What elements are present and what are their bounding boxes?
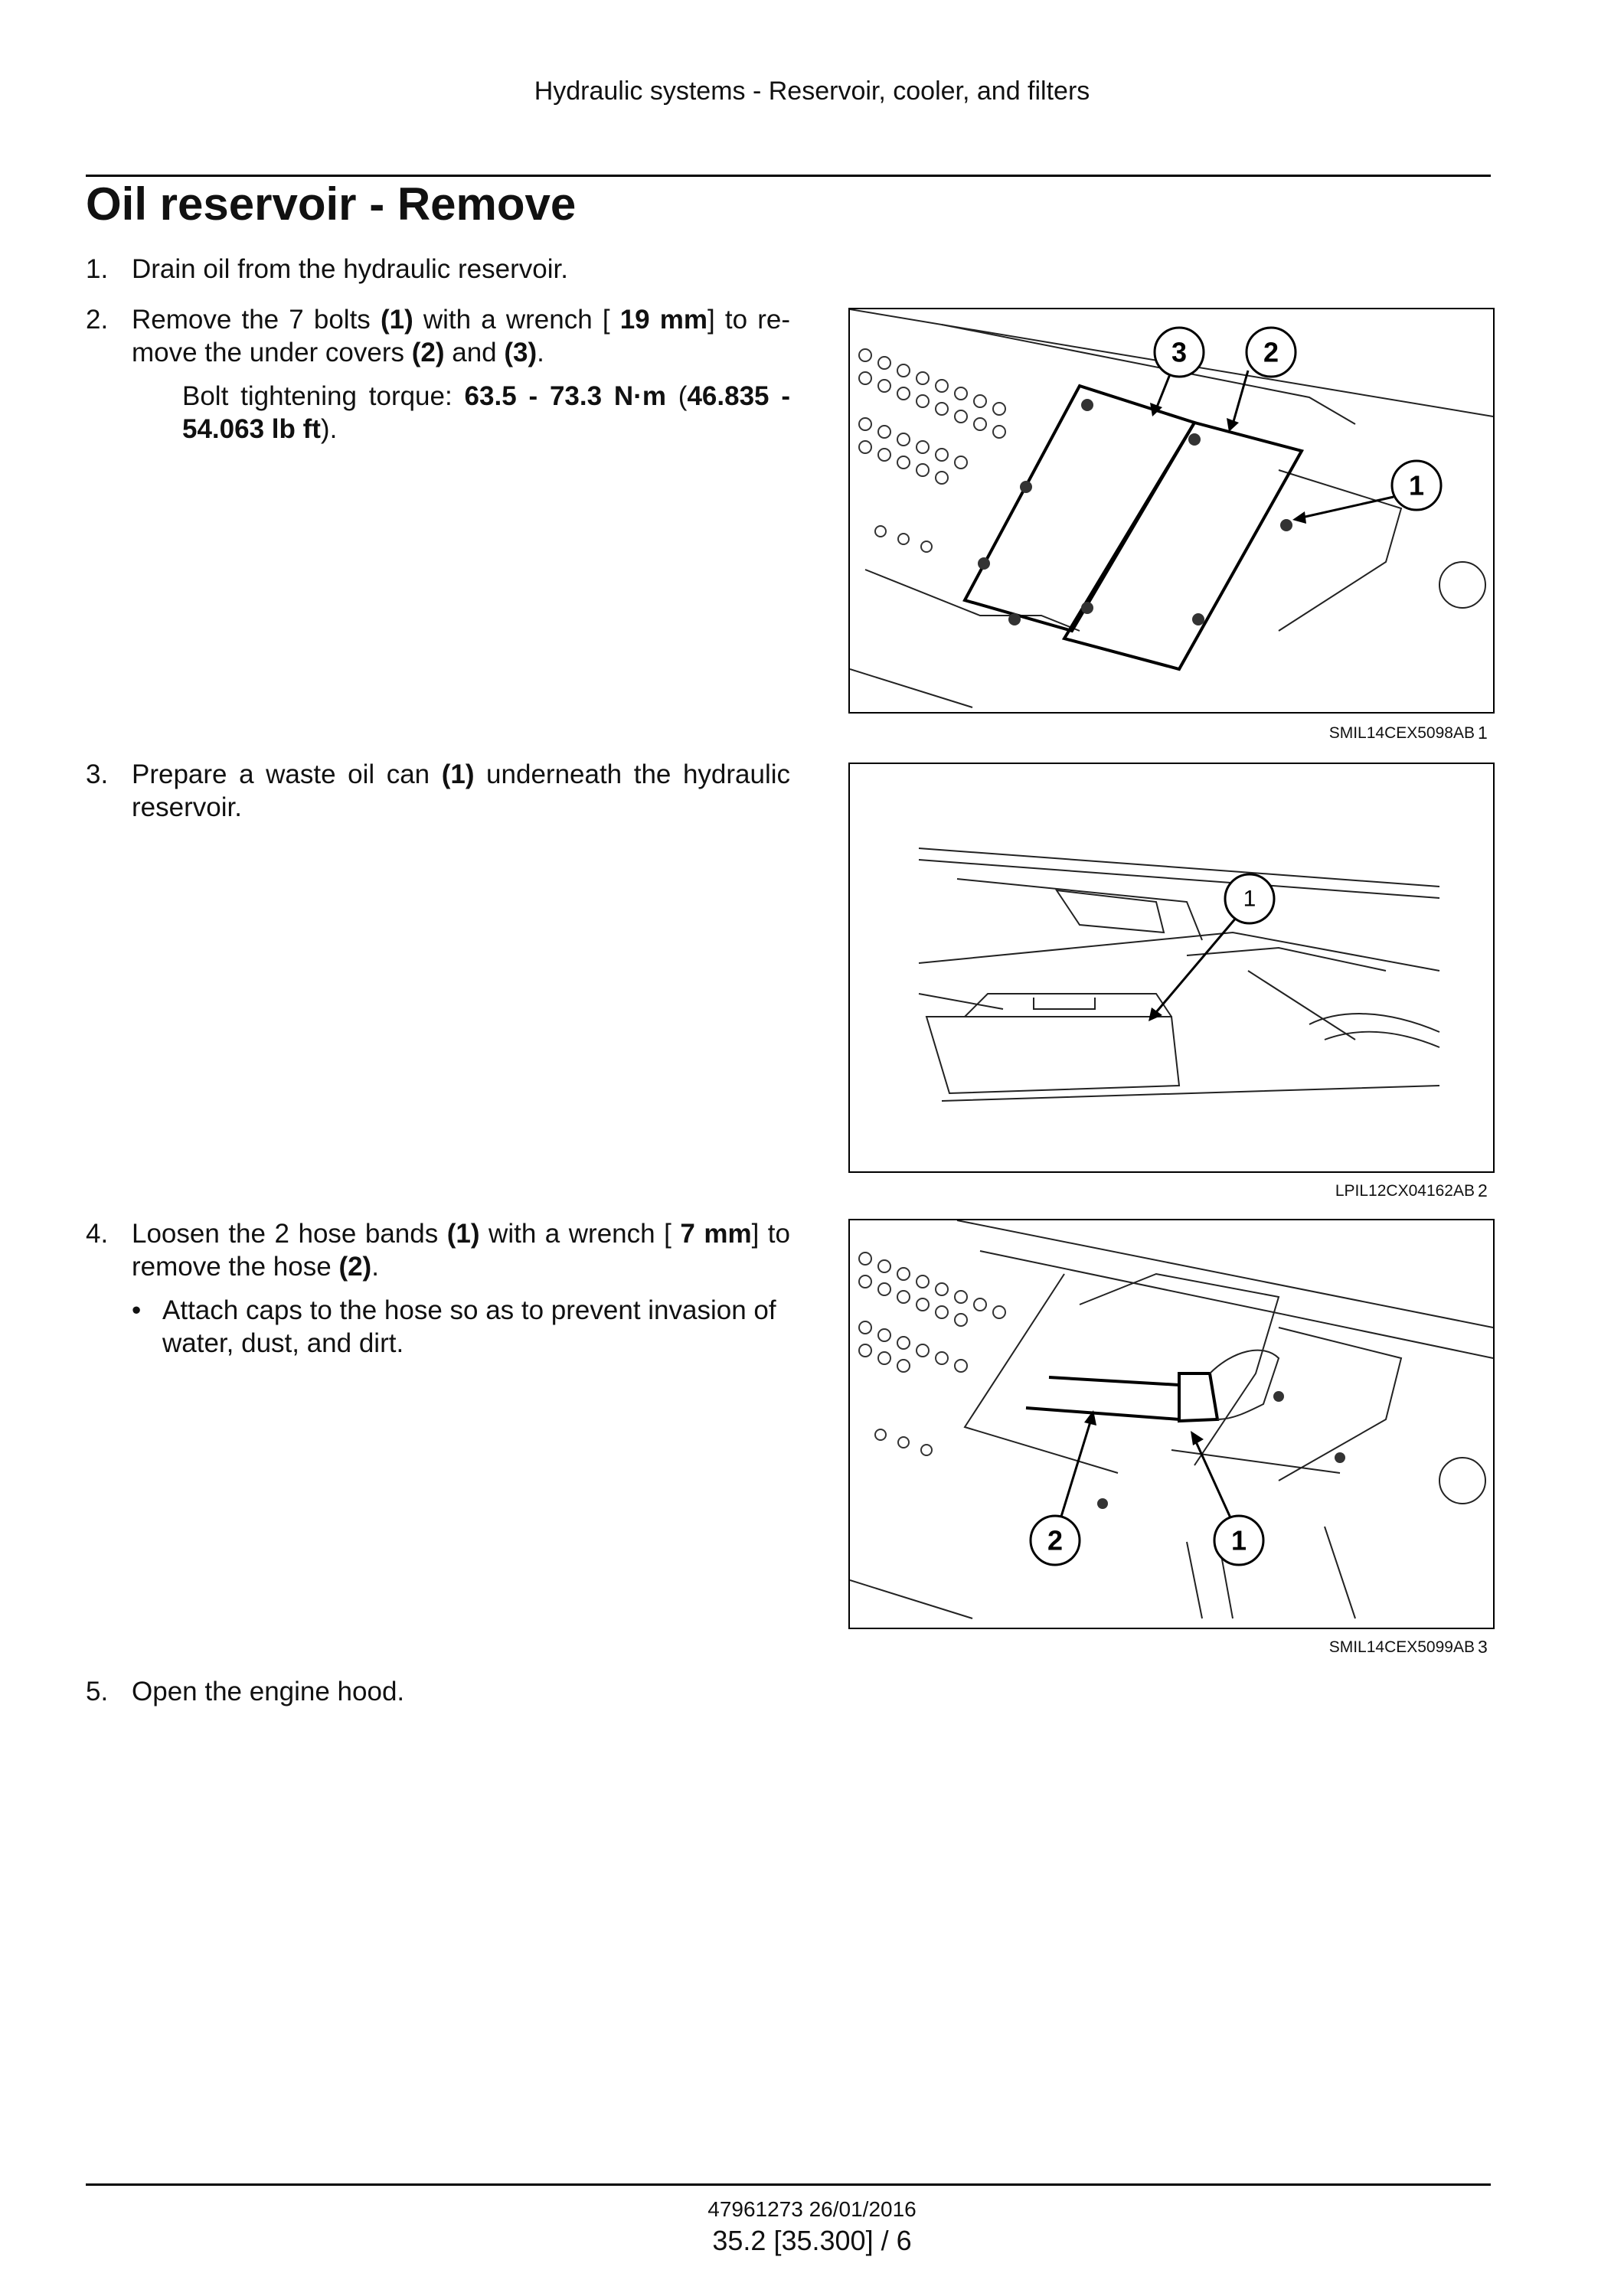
figure-3-illustration <box>848 1219 1495 1629</box>
torque-spec: Bolt tightening torque: 63.5 - 73.3 N·m (46.835 - 54.063 lb ft). <box>182 381 790 444</box>
step-text: Drain oil from the hydraulic reservoir. <box>132 254 568 284</box>
figure-2-number: 2 <box>1478 1181 1488 1200</box>
step-number: 1. <box>86 254 109 284</box>
page-title: Oil reservoir - Remove <box>86 178 577 230</box>
figure-1-number: 1 <box>1478 723 1488 743</box>
figure-2-reference: LPIL12CX04162AB <box>1335 1182 1475 1200</box>
svg-text:2: 2 <box>1263 336 1279 368</box>
under-cover-3 <box>965 386 1194 631</box>
callout-3 <box>1155 328 1204 377</box>
step-number: 3. <box>86 759 109 789</box>
callout-1 <box>1225 874 1274 923</box>
figure-3-number: 3 <box>1478 1637 1488 1657</box>
bullet-symbol: • <box>132 1295 142 1325</box>
panel-perforations <box>859 349 1005 552</box>
document-code: 47961273 26/01/2016 <box>707 2197 917 2221</box>
footer-rule <box>86 2183 1491 2186</box>
callout-2 <box>1031 1516 1080 1565</box>
step-3 <box>86 758 790 824</box>
svg-text:1: 1 <box>1243 886 1256 912</box>
panel-perforations <box>859 1253 1005 1455</box>
step-text: Open the engine hood. <box>132 1677 405 1706</box>
running-header: Hydraulic systems - Reservoir, cooler, and filters <box>534 77 1090 106</box>
step-text: Prepare a waste oil can (1) underneath the hydraulic reservoir. <box>132 759 791 822</box>
step-1 <box>86 253 790 286</box>
figure-1-illustration <box>848 308 1495 714</box>
step-5 <box>86 1675 790 1708</box>
callout-1 <box>1214 1516 1263 1565</box>
svg-text:3: 3 <box>1171 336 1188 368</box>
step-4 <box>86 1217 790 1283</box>
step-text: Remove the 7 bolts (1) with a wrench [ 19 mm] to re- move the under covers (2) and (3). <box>132 305 791 367</box>
under-cover-2 <box>1064 423 1302 669</box>
page-number: 35.2 [35.300] / 6 <box>712 2225 912 2256</box>
svg-text:1: 1 <box>1230 1524 1247 1556</box>
figure-3-reference: SMIL14CEX5099AB <box>1328 1638 1475 1656</box>
step-number: 5. <box>86 1677 109 1706</box>
note-text: Attach caps to the hose so as to prevent invasion of water, dust, and dirt. <box>162 1295 776 1358</box>
callout-2 <box>1247 328 1296 377</box>
svg-text:1: 1 <box>1408 469 1425 501</box>
step-number: 2. <box>86 305 109 335</box>
step-number: 4. <box>86 1219 109 1249</box>
step-4-note <box>132 1294 790 1360</box>
svg-text:2: 2 <box>1047 1524 1064 1556</box>
header-rule <box>86 175 1491 177</box>
callout-1 <box>1392 461 1441 510</box>
figure-1-reference: SMIL14CEX5098AB <box>1328 724 1475 742</box>
step-2 <box>86 303 790 369</box>
step-text: Loosen the 2 hose bands (1) with a wrench [ 7 mm] to remove the hose (2). <box>132 1219 791 1282</box>
figure-2-illustration <box>848 763 1495 1173</box>
